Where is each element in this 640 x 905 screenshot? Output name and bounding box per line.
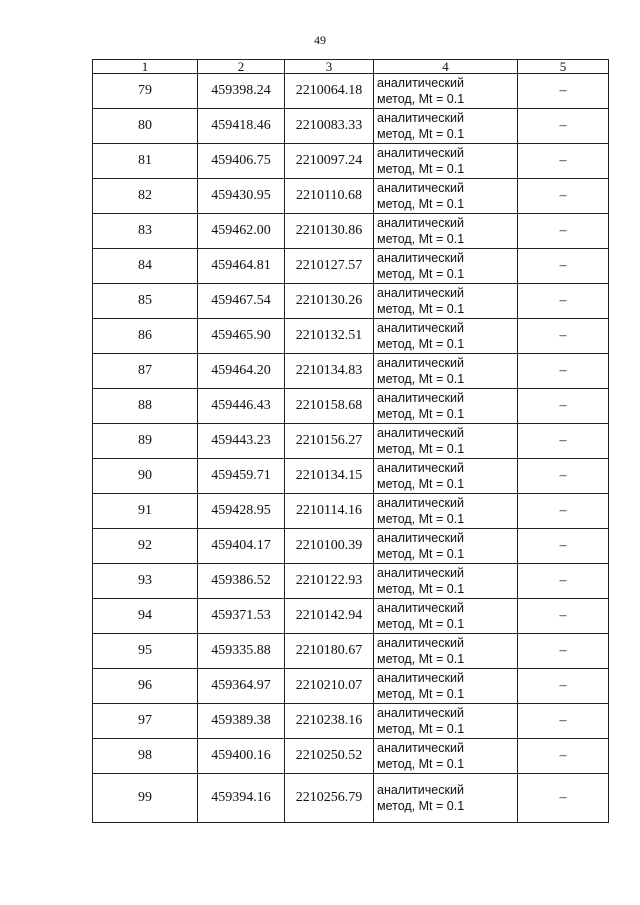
header-row [93,60,609,74]
point-number-cell: 91 [93,494,198,529]
method-cell [374,564,518,599]
coordinates-table [92,59,609,823]
point-number-cell: 93 [93,564,198,599]
method-line-2: метод, Mt = 0.1 [377,232,465,246]
method-line-2: метод, Mt = 0.1 [377,372,465,386]
method-cell [374,459,518,494]
table-row [93,669,609,704]
point-number-cell: 94 [93,599,198,634]
note-cell: – [518,529,609,564]
method-cell [374,739,518,774]
method-line-2: метод, Mt = 0.1 [377,722,465,736]
x-coordinate-cell: 459386.52 [198,564,285,599]
method-cell [374,214,518,249]
x-coordinate-cell: 459465.90 [198,319,285,354]
x-coordinate-cell: 459371.53 [198,599,285,634]
point-number-cell: 90 [93,459,198,494]
x-coordinate-cell: 459467.54 [198,284,285,319]
x-coordinate-cell: 459443.23 [198,424,285,459]
method-line-2: метод, Mt = 0.1 [377,547,465,561]
method-line-2: метод, Mt = 0.1 [377,127,465,141]
method-cell [374,144,518,179]
y-coordinate-cell: 2210122.93 [285,564,374,599]
method-line-1: аналитический [377,216,464,230]
table-row [93,389,609,424]
y-coordinate-cell: 2210130.26 [285,284,374,319]
method-line-2: метод, Mt = 0.1 [377,617,465,631]
table-row [93,214,609,249]
table-row [93,634,609,669]
method-cell [374,599,518,634]
table-row [93,109,609,144]
point-number-cell: 81 [93,144,198,179]
method-line-1: аналитический [377,426,464,440]
note-cell: – [518,144,609,179]
y-coordinate-cell: 2210156.27 [285,424,374,459]
note-cell: – [518,319,609,354]
table-row [93,144,609,179]
y-coordinate-cell: 2210142.94 [285,599,374,634]
x-coordinate-cell: 459394.16 [198,774,285,823]
y-coordinate-cell: 2210097.24 [285,144,374,179]
table-row [93,284,609,319]
y-coordinate-cell: 2210210.07 [285,669,374,704]
method-line-2: метод, Mt = 0.1 [377,267,465,281]
x-coordinate-cell: 459364.97 [198,669,285,704]
method-cell [374,319,518,354]
method-cell [374,634,518,669]
point-number-cell: 84 [93,249,198,284]
note-cell: – [518,459,609,494]
table-row [93,249,609,284]
point-number-cell: 92 [93,529,198,564]
method-line-2: метод, Mt = 0.1 [377,757,465,771]
y-coordinate-cell: 2210110.68 [285,179,374,214]
method-cell [374,774,518,823]
x-coordinate-cell: 459464.20 [198,354,285,389]
method-line-2: метод, Mt = 0.1 [377,652,465,666]
table-row [93,599,609,634]
point-number-cell: 96 [93,669,198,704]
table-row [93,494,609,529]
method-line-2: метод, Mt = 0.1 [377,197,465,211]
method-line-2: метод, Mt = 0.1 [377,302,465,316]
note-cell: – [518,774,609,823]
note-cell: – [518,599,609,634]
method-line-2: метод, Mt = 0.1 [377,799,465,813]
point-number-cell: 95 [93,634,198,669]
point-number-cell: 88 [93,389,198,424]
note-cell: – [518,494,609,529]
method-line-1: аналитический [377,706,464,720]
method-line-1: аналитический [377,783,464,797]
note-cell: – [518,74,609,109]
method-line-1: аналитический [377,636,464,650]
method-line-1: аналитический [377,391,464,405]
point-number-cell: 79 [93,74,198,109]
method-cell [374,74,518,109]
method-line-1: аналитический [377,76,464,90]
method-cell [374,249,518,284]
method-line-2: метод, Mt = 0.1 [377,92,465,106]
point-number-cell: 86 [93,319,198,354]
x-coordinate-cell: 459404.17 [198,529,285,564]
method-cell [374,179,518,214]
y-coordinate-cell: 2210250.52 [285,739,374,774]
note-cell: – [518,214,609,249]
x-coordinate-cell: 459446.43 [198,389,285,424]
point-number-cell: 83 [93,214,198,249]
table-row [93,319,609,354]
note-cell: – [518,389,609,424]
x-coordinate-cell: 459400.16 [198,739,285,774]
column-header-1: 1 [93,60,198,74]
method-cell [374,704,518,739]
table-row [93,424,609,459]
x-coordinate-cell: 459459.71 [198,459,285,494]
note-cell: – [518,704,609,739]
point-number-cell: 85 [93,284,198,319]
table-row [93,179,609,214]
method-cell [374,494,518,529]
y-coordinate-cell: 2210134.83 [285,354,374,389]
y-coordinate-cell: 2210256.79 [285,774,374,823]
method-cell [374,354,518,389]
method-line-1: аналитический [377,601,464,615]
method-cell [374,424,518,459]
note-cell: – [518,564,609,599]
point-number-cell: 99 [93,774,198,823]
point-number-cell: 89 [93,424,198,459]
point-number-cell: 80 [93,109,198,144]
x-coordinate-cell: 459389.38 [198,704,285,739]
table-row [93,459,609,494]
y-coordinate-cell: 2210100.39 [285,529,374,564]
column-header-4: 4 [374,60,518,74]
table-row [93,704,609,739]
y-coordinate-cell: 2210238.16 [285,704,374,739]
table-header [93,60,609,74]
note-cell: – [518,109,609,144]
x-coordinate-cell: 459428.95 [198,494,285,529]
method-line-2: метод, Mt = 0.1 [377,162,465,176]
table-row [93,529,609,564]
method-line-1: аналитический [377,181,464,195]
method-line-2: метод, Mt = 0.1 [377,582,465,596]
method-line-2: метод, Mt = 0.1 [377,407,465,421]
method-line-1: аналитический [377,461,464,475]
y-coordinate-cell: 2210132.51 [285,319,374,354]
point-number-cell: 87 [93,354,198,389]
y-coordinate-cell: 2210083.33 [285,109,374,144]
column-header-2: 2 [198,60,285,74]
method-line-2: метод, Mt = 0.1 [377,442,465,456]
y-coordinate-cell: 2210180.67 [285,634,374,669]
table-row [93,739,609,774]
x-coordinate-cell: 459398.24 [198,74,285,109]
method-cell [374,109,518,144]
method-line-1: аналитический [377,671,464,685]
note-cell: – [518,284,609,319]
table-row [93,774,609,823]
note-cell: – [518,179,609,214]
x-coordinate-cell: 459462.00 [198,214,285,249]
x-coordinate-cell: 459335.88 [198,634,285,669]
y-coordinate-cell: 2210064.18 [285,74,374,109]
y-coordinate-cell: 2210158.68 [285,389,374,424]
method-cell [374,669,518,704]
method-line-1: аналитический [377,251,464,265]
method-line-2: метод, Mt = 0.1 [377,512,465,526]
x-coordinate-cell: 459430.95 [198,179,285,214]
y-coordinate-cell: 2210130.86 [285,214,374,249]
note-cell: – [518,634,609,669]
y-coordinate-cell: 2210127.57 [285,249,374,284]
method-line-2: метод, Mt = 0.1 [377,687,465,701]
method-line-1: аналитический [377,531,464,545]
method-line-1: аналитический [377,356,464,370]
method-line-2: метод, Mt = 0.1 [377,477,465,491]
method-line-1: аналитический [377,321,464,335]
y-coordinate-cell: 2210134.15 [285,459,374,494]
page-number: 49 [314,33,326,47]
note-cell: – [518,249,609,284]
column-header-3: 3 [285,60,374,74]
y-coordinate-cell: 2210114.16 [285,494,374,529]
method-cell [374,389,518,424]
x-coordinate-cell: 459406.75 [198,144,285,179]
method-line-1: аналитический [377,566,464,580]
x-coordinate-cell: 459464.81 [198,249,285,284]
table-row [93,354,609,389]
method-cell [374,284,518,319]
note-cell: – [518,739,609,774]
method-line-1: аналитический [377,496,464,510]
method-line-1: аналитический [377,286,464,300]
method-line-1: аналитический [377,146,464,160]
table-row [93,74,609,109]
point-number-cell: 82 [93,179,198,214]
method-line-2: метод, Mt = 0.1 [377,337,465,351]
note-cell: – [518,424,609,459]
point-number-cell: 98 [93,739,198,774]
point-number-cell: 97 [93,704,198,739]
column-header-5: 5 [518,60,609,74]
note-cell: – [518,669,609,704]
method-line-1: аналитический [377,111,464,125]
x-coordinate-cell: 459418.46 [198,109,285,144]
note-cell: – [518,354,609,389]
method-line-1: аналитический [377,741,464,755]
table-row [93,564,609,599]
table-body [93,74,609,823]
method-cell [374,529,518,564]
